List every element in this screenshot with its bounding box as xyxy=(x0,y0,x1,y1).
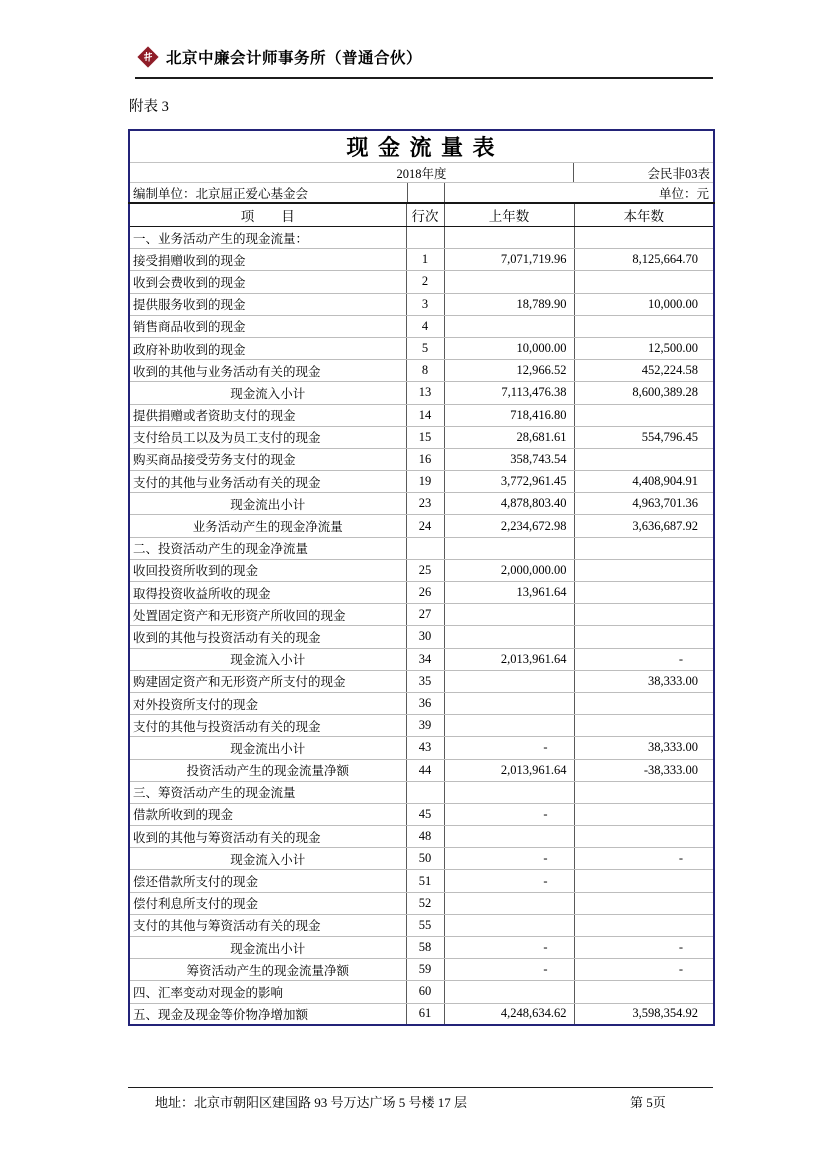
item-cell: 支付的其他与投资活动有关的现金 xyxy=(129,715,406,737)
prev-cell: 10,000.00 xyxy=(444,337,574,359)
line-cell: 30 xyxy=(406,626,444,648)
line-cell: 52 xyxy=(406,892,444,914)
curr-cell: 38,333.00 xyxy=(574,670,714,692)
table-row xyxy=(129,271,714,293)
line-cell: 48 xyxy=(406,826,444,848)
curr-cell xyxy=(574,870,714,892)
table-row xyxy=(129,315,714,337)
line-cell: 59 xyxy=(406,959,444,981)
curr-cell: 8,125,664.70 xyxy=(574,249,714,271)
column-header-prev-year: 上年数 xyxy=(444,203,574,227)
table-row xyxy=(129,515,714,537)
prev-cell xyxy=(444,227,574,249)
prev-cell: 2,013,961.64 xyxy=(444,648,574,670)
prev-cell: - xyxy=(444,737,574,759)
curr-cell xyxy=(574,892,714,914)
prev-cell: - xyxy=(444,937,574,959)
line-cell: 5 xyxy=(406,337,444,359)
table-unit-row xyxy=(129,183,714,203)
page-number: 第 5页 xyxy=(630,1095,666,1110)
item-cell: 处置固定资产和无形资产所收回的现金 xyxy=(129,604,406,626)
curr-cell: 38,333.00 xyxy=(574,737,714,759)
item-cell: 支付的其他与筹资活动有关的现金 xyxy=(129,914,406,936)
table-row xyxy=(129,493,714,515)
curr-cell: 12,500.00 xyxy=(574,337,714,359)
curr-cell: 452,224.58 xyxy=(574,360,714,382)
curr-cell: - xyxy=(574,848,714,870)
item-cell: 接受捐赠收到的现金 xyxy=(129,249,406,271)
table-title: 现 金 流 量 表 xyxy=(129,130,714,163)
item-cell: 现金流出小计 xyxy=(129,737,406,759)
table-row xyxy=(129,582,714,604)
line-cell: 23 xyxy=(406,493,444,515)
curr-cell xyxy=(574,537,714,559)
table-row xyxy=(129,382,714,404)
currency-unit-label: 单位：元 xyxy=(659,187,710,201)
table-row xyxy=(129,737,714,759)
table-row xyxy=(129,981,714,1003)
table-row xyxy=(129,471,714,493)
prev-cell: 2,000,000.00 xyxy=(444,559,574,581)
item-cell: 四、汇率变动对现金的影响 xyxy=(129,981,406,1003)
prev-cell: 7,113,476.38 xyxy=(444,382,574,404)
item-cell: 投资活动产生的现金流量净额 xyxy=(129,759,406,781)
line-cell: 60 xyxy=(406,981,444,1003)
item-cell: 收到会费收到的现金 xyxy=(129,271,406,293)
item-cell: 偿还借款所支付的现金 xyxy=(129,870,406,892)
table-row xyxy=(129,293,714,315)
table-row xyxy=(129,448,714,470)
prev-cell: 12,966.52 xyxy=(444,360,574,382)
curr-cell: - xyxy=(574,937,714,959)
item-cell: 偿付利息所支付的现金 xyxy=(129,892,406,914)
prev-cell xyxy=(444,981,574,1003)
firm-name: 北京中廉会计师事务所（普通合伙） xyxy=(166,50,423,67)
table-row xyxy=(129,604,714,626)
form-code: 会民非03表 xyxy=(573,163,713,182)
prev-cell: 7,071,719.96 xyxy=(444,249,574,271)
curr-cell: 3,636,687.92 xyxy=(574,515,714,537)
table-row xyxy=(129,626,714,648)
table-title-row xyxy=(129,130,714,163)
item-cell: 销售商品收到的现金 xyxy=(129,315,406,337)
item-cell: 提供捐赠或者资助支付的现金 xyxy=(129,404,406,426)
prev-cell: - xyxy=(444,870,574,892)
table-row xyxy=(129,426,714,448)
line-cell: 13 xyxy=(406,382,444,404)
table-row xyxy=(129,670,714,692)
prev-cell xyxy=(444,271,574,293)
line-cell: 55 xyxy=(406,914,444,936)
line-cell: 58 xyxy=(406,937,444,959)
prev-cell: - xyxy=(444,803,574,825)
prev-cell xyxy=(444,892,574,914)
table-row xyxy=(129,914,714,936)
prev-cell: 28,681.61 xyxy=(444,426,574,448)
item-cell: 现金流入小计 xyxy=(129,848,406,870)
firm-logo-icon xyxy=(134,43,162,71)
item-cell: 取得投资收益所收的现金 xyxy=(129,582,406,604)
table-row xyxy=(129,1003,714,1025)
curr-cell xyxy=(574,981,714,1003)
table-row xyxy=(129,249,714,271)
column-header-line: 行次 xyxy=(406,203,444,227)
curr-cell xyxy=(574,626,714,648)
table-row xyxy=(129,337,714,359)
prev-cell: 13,961.64 xyxy=(444,582,574,604)
line-cell: 25 xyxy=(406,559,444,581)
line-cell: 35 xyxy=(406,670,444,692)
curr-cell xyxy=(574,715,714,737)
curr-cell xyxy=(574,559,714,581)
item-cell: 支付给员工以及为员工支付的现金 xyxy=(129,426,406,448)
table-header-row xyxy=(129,203,714,227)
prev-cell: 3,772,961.45 xyxy=(444,471,574,493)
item-cell: 现金流入小计 xyxy=(129,648,406,670)
item-cell: 借款所收到的现金 xyxy=(129,803,406,825)
line-cell: 51 xyxy=(406,870,444,892)
item-cell: 支付的其他与业务活动有关的现金 xyxy=(129,471,406,493)
line-cell: 19 xyxy=(406,471,444,493)
curr-cell xyxy=(574,448,714,470)
prev-cell: - xyxy=(444,848,574,870)
prev-cell xyxy=(444,914,574,936)
curr-cell: 10,000.00 xyxy=(574,293,714,315)
prev-cell xyxy=(444,537,574,559)
table-row xyxy=(129,803,714,825)
line-column-divider xyxy=(407,183,445,202)
line-cell: 16 xyxy=(406,448,444,470)
prev-cell xyxy=(444,670,574,692)
line-cell: 45 xyxy=(406,803,444,825)
line-cell: 14 xyxy=(406,404,444,426)
line-cell: 44 xyxy=(406,759,444,781)
curr-cell xyxy=(574,227,714,249)
curr-cell: 4,408,904.91 xyxy=(574,471,714,493)
curr-cell xyxy=(574,404,714,426)
line-cell: 61 xyxy=(406,1003,444,1025)
curr-cell xyxy=(574,692,714,714)
item-cell: 收到的其他与筹资活动有关的现金 xyxy=(129,826,406,848)
line-cell: 50 xyxy=(406,848,444,870)
line-cell xyxy=(406,537,444,559)
prev-cell xyxy=(444,315,574,337)
curr-cell: 4,963,701.36 xyxy=(574,493,714,515)
fiscal-year: 2018年度 xyxy=(396,167,447,181)
prev-cell xyxy=(444,604,574,626)
item-cell: 业务活动产生的现金净流量 xyxy=(129,515,406,537)
curr-cell xyxy=(574,826,714,848)
table-row xyxy=(129,537,714,559)
prev-cell xyxy=(444,692,574,714)
table-row xyxy=(129,404,714,426)
line-cell: 3 xyxy=(406,293,444,315)
curr-cell xyxy=(574,315,714,337)
prev-cell xyxy=(444,781,574,803)
column-header-item: 项 目 xyxy=(129,203,406,227)
prev-cell xyxy=(444,626,574,648)
letterhead xyxy=(134,42,422,72)
curr-cell: - xyxy=(574,959,714,981)
table-row xyxy=(129,848,714,870)
table-row xyxy=(129,870,714,892)
table-row xyxy=(129,826,714,848)
item-cell: 收到的其他与投资活动有关的现金 xyxy=(129,626,406,648)
line-cell: 2 xyxy=(406,271,444,293)
line-cell: 39 xyxy=(406,715,444,737)
item-cell: 购买商品接受劳务支付的现金 xyxy=(129,448,406,470)
item-cell: 收到的其他与业务活动有关的现金 xyxy=(129,360,406,382)
prev-cell: 4,248,634.62 xyxy=(444,1003,574,1025)
attachment-label: 附表 3 xyxy=(129,99,169,115)
curr-cell xyxy=(574,781,714,803)
line-cell: 43 xyxy=(406,737,444,759)
item-cell: 二、投资活动产生的现金净流量 xyxy=(129,537,406,559)
item-cell: 一、业务活动产生的现金流量： xyxy=(129,227,406,249)
table-row xyxy=(129,959,714,981)
curr-cell xyxy=(574,271,714,293)
column-header-curr-year: 本年数 xyxy=(574,203,714,227)
footer-rule xyxy=(128,1087,713,1088)
item-cell: 五、现金及现金等价物净增加额 xyxy=(133,1007,309,1022)
line-cell: 8 xyxy=(406,360,444,382)
footer-address: 地址：北京市朝阳区建国路 93 号万达广场 5 号楼 17 层 xyxy=(155,1095,468,1110)
line-cell: 24 xyxy=(406,515,444,537)
line-cell: 1 xyxy=(406,249,444,271)
line-cell: 4 xyxy=(406,315,444,337)
item-cell: 现金流出小计 xyxy=(129,937,406,959)
curr-cell xyxy=(574,914,714,936)
prev-cell: 358,743.54 xyxy=(444,448,574,470)
item-cell: 提供服务收到的现金 xyxy=(129,293,406,315)
prev-cell: 2,234,672.98 xyxy=(444,515,574,537)
item-cell: 三、筹资活动产生的现金流量 xyxy=(129,781,406,803)
item-cell: 现金流入小计 xyxy=(129,382,406,404)
item-cell: 购建固定资产和无形资产所支付的现金 xyxy=(129,670,406,692)
line-cell: 26 xyxy=(406,582,444,604)
table-row xyxy=(129,559,714,581)
prev-cell: 2,013,961.64 xyxy=(444,759,574,781)
cash-flow-statement-table xyxy=(128,129,715,1026)
table-year-row xyxy=(129,163,714,183)
line-cell: 34 xyxy=(406,648,444,670)
curr-cell: -38,333.00 xyxy=(574,759,714,781)
line-cell xyxy=(406,227,444,249)
curr-cell: 554,796.45 xyxy=(574,426,714,448)
prev-cell: - xyxy=(444,959,574,981)
item-cell: 现金流出小计 xyxy=(129,493,406,515)
prepared-by-label: 编制单位：北京屈正爱心基金会 xyxy=(133,187,309,201)
table-row xyxy=(129,360,714,382)
table-row xyxy=(129,715,714,737)
cashflow-table-body xyxy=(129,130,714,1025)
letterhead-rule xyxy=(135,77,713,79)
line-cell: 36 xyxy=(406,692,444,714)
prev-cell xyxy=(444,715,574,737)
table-row xyxy=(129,892,714,914)
prev-cell: 4,878,803.40 xyxy=(444,493,574,515)
line-cell: 27 xyxy=(406,604,444,626)
prev-cell xyxy=(444,826,574,848)
item-cell: 收回投资所收到的现金 xyxy=(129,559,406,581)
curr-cell xyxy=(574,582,714,604)
item-cell: 对外投资所支付的现金 xyxy=(129,692,406,714)
item-cell: 筹资活动产生的现金流量净额 xyxy=(129,959,406,981)
prev-cell: 18,789.90 xyxy=(444,293,574,315)
curr-cell xyxy=(574,604,714,626)
prev-cell: 718,416.80 xyxy=(444,404,574,426)
table-row xyxy=(129,227,714,249)
curr-cell: 8,600,389.28 xyxy=(574,382,714,404)
table-row xyxy=(129,937,714,959)
line-cell xyxy=(406,781,444,803)
table-row xyxy=(129,781,714,803)
curr-cell xyxy=(574,803,714,825)
table-row xyxy=(129,759,714,781)
table-row xyxy=(129,692,714,714)
line-cell: 15 xyxy=(406,426,444,448)
curr-cell: 3,598,354.92 xyxy=(574,1003,714,1025)
item-cell: 政府补助收到的现金 xyxy=(129,337,406,359)
table-row xyxy=(129,648,714,670)
curr-cell: - xyxy=(574,648,714,670)
